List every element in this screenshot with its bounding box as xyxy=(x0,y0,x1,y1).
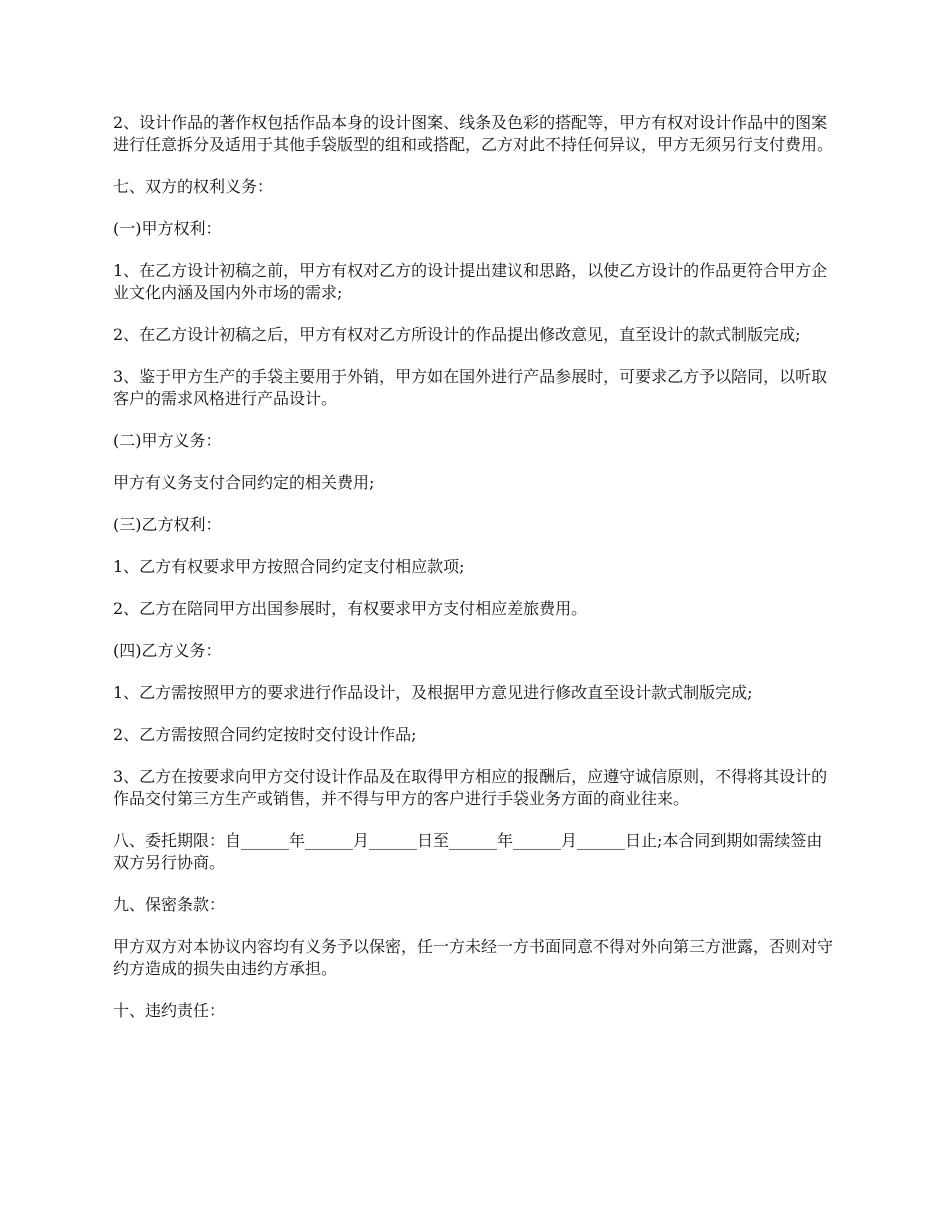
paragraph-commission-period: 八、委托期限：自______年______月______日至______年______月______日止;本合同到期如需续签由双方另行协商。 xyxy=(113,831,823,872)
paragraph-party-a-right-1: 1、在乙方设计初稿之前，甲方有权对乙方的设计提出建议和思路，以使乙方设计的作品更符合甲方企业文化内涵及国内外市场的需求; xyxy=(113,261,828,302)
paragraph-party-b-right-1: 1、乙方有权要求甲方按照合同约定支付相应款项; xyxy=(113,557,465,576)
paragraph-party-b-obligation-1: 1、乙方需按照甲方的要求进行作品设计，及根据甲方意见进行修改直至设计款式制版完成; xyxy=(113,683,753,702)
section-heading-confidentiality: 九、保密条款： xyxy=(113,895,226,914)
paragraph-party-b-right-2: 2、乙方在陪同甲方出国参展时，有权要求甲方支付相应差旅费用。 xyxy=(113,599,588,618)
subheading-party-b-obligations: (四)乙方义务： xyxy=(113,641,222,660)
section-heading-rights-obligations: 七、双方的权利义务： xyxy=(113,177,274,196)
subheading-party-a-rights: (一)甲方权利： xyxy=(113,219,222,238)
paragraph-party-b-obligation-2: 2、乙方需按照合同约定按时交付设计作品; xyxy=(113,725,417,744)
section-heading-liability: 十、违约责任： xyxy=(113,1001,226,1020)
document-page xyxy=(113,112,835,1042)
paragraph-party-b-obligation-3: 3、乙方在按要求向甲方交付设计作品及在取得甲方相应的报酬后，应遵守诚信原则，不得将其设计的作品交付第三方生产或销售，并不得与甲方的客户进行手袋业务方面的商业往来。 xyxy=(113,767,828,808)
paragraph-party-a-obligation: 甲方有义务支付合同约定的相关费用; xyxy=(113,473,375,492)
subheading-party-b-rights: (三)乙方权利： xyxy=(113,515,222,534)
paragraph-party-a-right-2: 2、在乙方设计初稿之后，甲方有权对乙方所设计的作品提出修改意见，直至设计的款式制版完成; xyxy=(113,325,801,344)
paragraph-confidentiality: 甲方双方对本协议内容均有义务予以保密，任一方未经一方书面同意不得对外向第三方泄露，否则对守约方造成的损失由违约方承担。 xyxy=(113,937,834,978)
subheading-party-a-obligations: (二)甲方义务： xyxy=(113,431,222,450)
paragraph-copyright-clause: 2、设计作品的著作权包括作品本身的设计图案、线条及色彩的搭配等，甲方有权对设计作品中的图案进行任意拆分及适用于其他手袋版型的组和或搭配，乙方对此不持任何异议，甲方无须另行支付费用。 xyxy=(113,113,834,154)
paragraph-party-a-right-3: 3、鉴于甲方生产的手袋主要用于外销，甲方如在国外进行产品参展时，可要求乙方予以陪同，以听取客户的需求风格进行产品设计。 xyxy=(113,367,828,408)
